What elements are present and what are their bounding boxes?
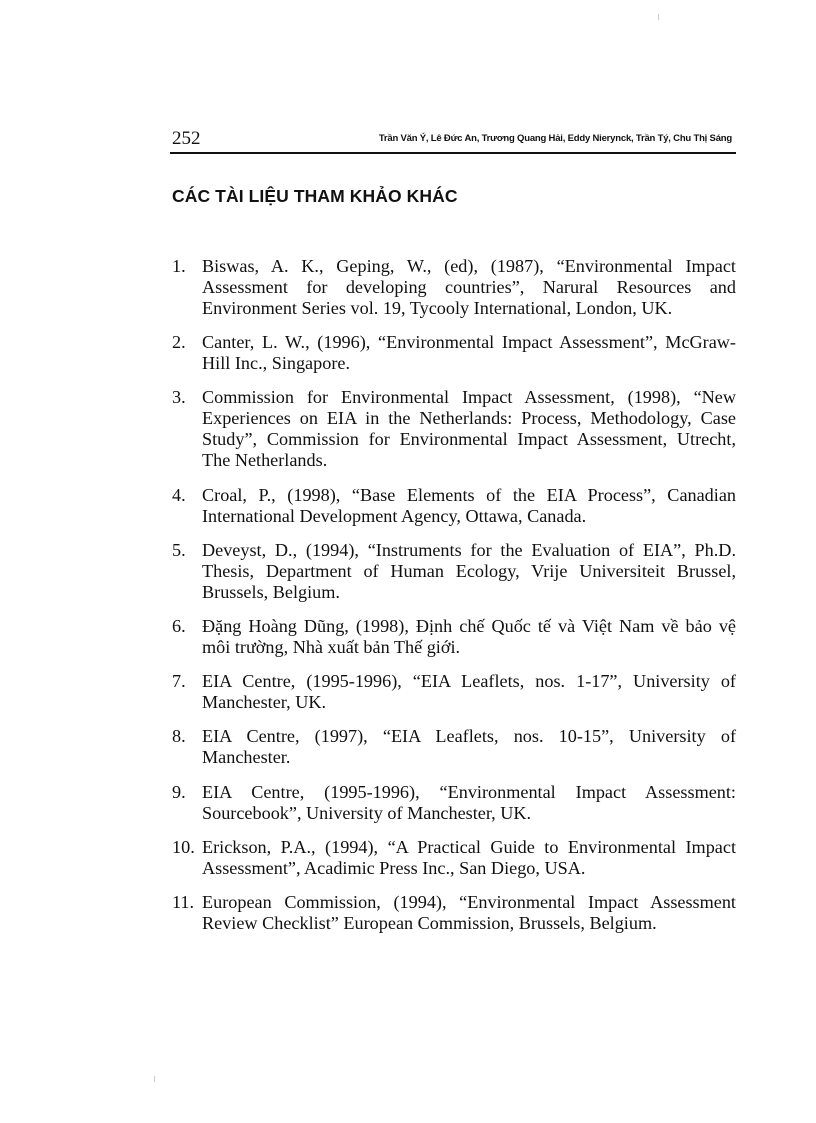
reference-number: 10. (172, 836, 195, 857)
reference-text: Commission for Environmental Impact Assessment, (1998), “New Experiences on EIA in the Netherlands: Process, Methodology, Case Study”, Commission for Environmental Impact Assessment, Utrecht, The Netherlands. (202, 387, 736, 471)
reference-text: EIA Centre, (1997), “EIA Leaflets, nos. 10-15”, University of Manchester. (202, 726, 736, 768)
reference-item (172, 837, 736, 879)
reference-number: 8. (172, 726, 186, 747)
reference-item (172, 540, 736, 603)
reference-list (172, 256, 736, 947)
scan-artifact-mark (658, 14, 659, 20)
reference-text: Deveyst, D., (1994), “Instruments for the Evaluation of EIA”, Ph.D. Thesis, Department of Human Ecology, Vrije Universiteit Brussel, Brussels, Belgium. (202, 539, 736, 602)
reference-text: EIA Centre, (1995-1996), “EIA Leaflets, nos. 1-17”, University of Manchester, UK. (202, 671, 736, 713)
reference-number: 4. (172, 484, 186, 505)
reference-item (172, 782, 736, 824)
page-header (170, 126, 736, 154)
reference-number: 11. (172, 891, 195, 912)
reference-item (172, 332, 736, 374)
reference-number: 6. (172, 615, 186, 636)
reference-number: 7. (172, 671, 186, 692)
reference-number: 9. (172, 781, 186, 802)
page-number: 252 (172, 128, 201, 149)
reference-item (172, 256, 736, 319)
reference-number: 2. (172, 332, 186, 353)
reference-number: 3. (172, 387, 186, 408)
reference-item (172, 726, 736, 768)
reference-text: Canter, L. W., (1996), “Environmental Impact Assessment”, McGraw-Hill Inc., Singapore. (202, 332, 736, 374)
section-title: CÁC TÀI LIỆU THAM KHẢO KHÁC (172, 186, 458, 206)
reference-item (172, 892, 736, 934)
reference-number: 5. (172, 539, 186, 560)
reference-text: Đặng Hoàng Dũng, (1998), Định chế Quốc tế và Việt Nam về bảo vệ môi trường, Nhà xuất bản Thế giới. (202, 615, 736, 657)
reference-item (172, 387, 736, 471)
reference-text: European Commission, (1994), “Environmental Impact Assessment Review Checklist” European Commission, Brussels, Belgium. (202, 891, 736, 933)
reference-number: 1. (172, 256, 186, 276)
reference-text: Croal, P., (1998), “Base Elements of the EIA Process”, Canadian International Development Agency, Ottawa, Canada. (202, 484, 736, 526)
reference-text: Biswas, A. K., Geping, W., (ed), (1987), “Environmental Impact Assessment for developing countries”, Narural Resources and Environment Series vol. 19, Tycooly International, London, UK. (202, 256, 736, 318)
reference-text: EIA Centre, (1995-1996), “Environmental Impact Assessment: Sourcebook”, University of Manchester, UK. (202, 781, 736, 823)
reference-item (172, 616, 736, 658)
running-head-authors: Trần Văn Ý, Lê Đức An, Trương Quang Hải, Eddy Nierynck, Trần Tý, Chu Thị Sáng (378, 133, 732, 144)
reference-item (172, 485, 736, 527)
reference-item (172, 671, 736, 713)
reference-text: Erickson, P.A., (1994), “A Practical Guide to Environmental Impact Assessment”, Acadimic Press Inc., San Diego, USA. (202, 836, 736, 878)
scan-artifact-mark (154, 1076, 155, 1082)
